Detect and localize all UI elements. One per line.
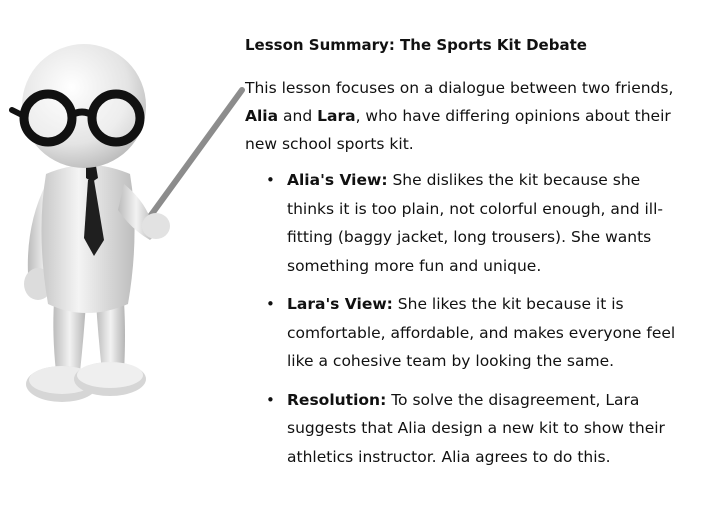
teacher-figure-illustration xyxy=(6,34,246,414)
pointer-stick xyxy=(146,90,242,222)
point-text: To solve the disagreement, Lara suggests that Alia design a new kit to show their athletics instructor. Alia agrees to do this. xyxy=(287,390,665,466)
intro-text-3: , who have differing opinions about their new school sports kit. xyxy=(245,107,671,153)
intro-text-1: This lesson focuses on a dialogue between two friends, xyxy=(245,79,674,97)
bullet-icon: • xyxy=(266,390,275,409)
point-label: Lara's View: xyxy=(287,295,393,313)
intro-text-2: and xyxy=(278,107,318,125)
intro-name-lara: Lara xyxy=(317,107,356,125)
lesson-title: Lesson Summary: The Sports Kit Debate xyxy=(245,36,587,54)
point-text: She likes the kit because it is comfortable, affordable, and makes everyone feel like a cohesive team by looking the same. xyxy=(287,295,676,370)
bullet-icon: • xyxy=(266,171,275,189)
bullet-icon: • xyxy=(266,295,275,313)
point-label: Alia's View: xyxy=(287,171,388,189)
lesson-summary xyxy=(245,30,685,481)
lesson-intro xyxy=(245,74,685,158)
list-item-laras-view xyxy=(266,290,685,376)
figure-legs xyxy=(26,302,146,402)
summary-points-list xyxy=(245,166,685,471)
list-item-resolution xyxy=(266,386,685,472)
point-text: She dislikes the kit because she thinks it is too plain, not colorful enough, and ill-fitting (baggy jacket, long trousers). She wants something more fun and unique. xyxy=(287,171,664,275)
point-label: Resolution: xyxy=(287,390,387,409)
list-item-alias-view xyxy=(266,166,685,280)
intro-name-alia: Alia xyxy=(245,107,279,125)
